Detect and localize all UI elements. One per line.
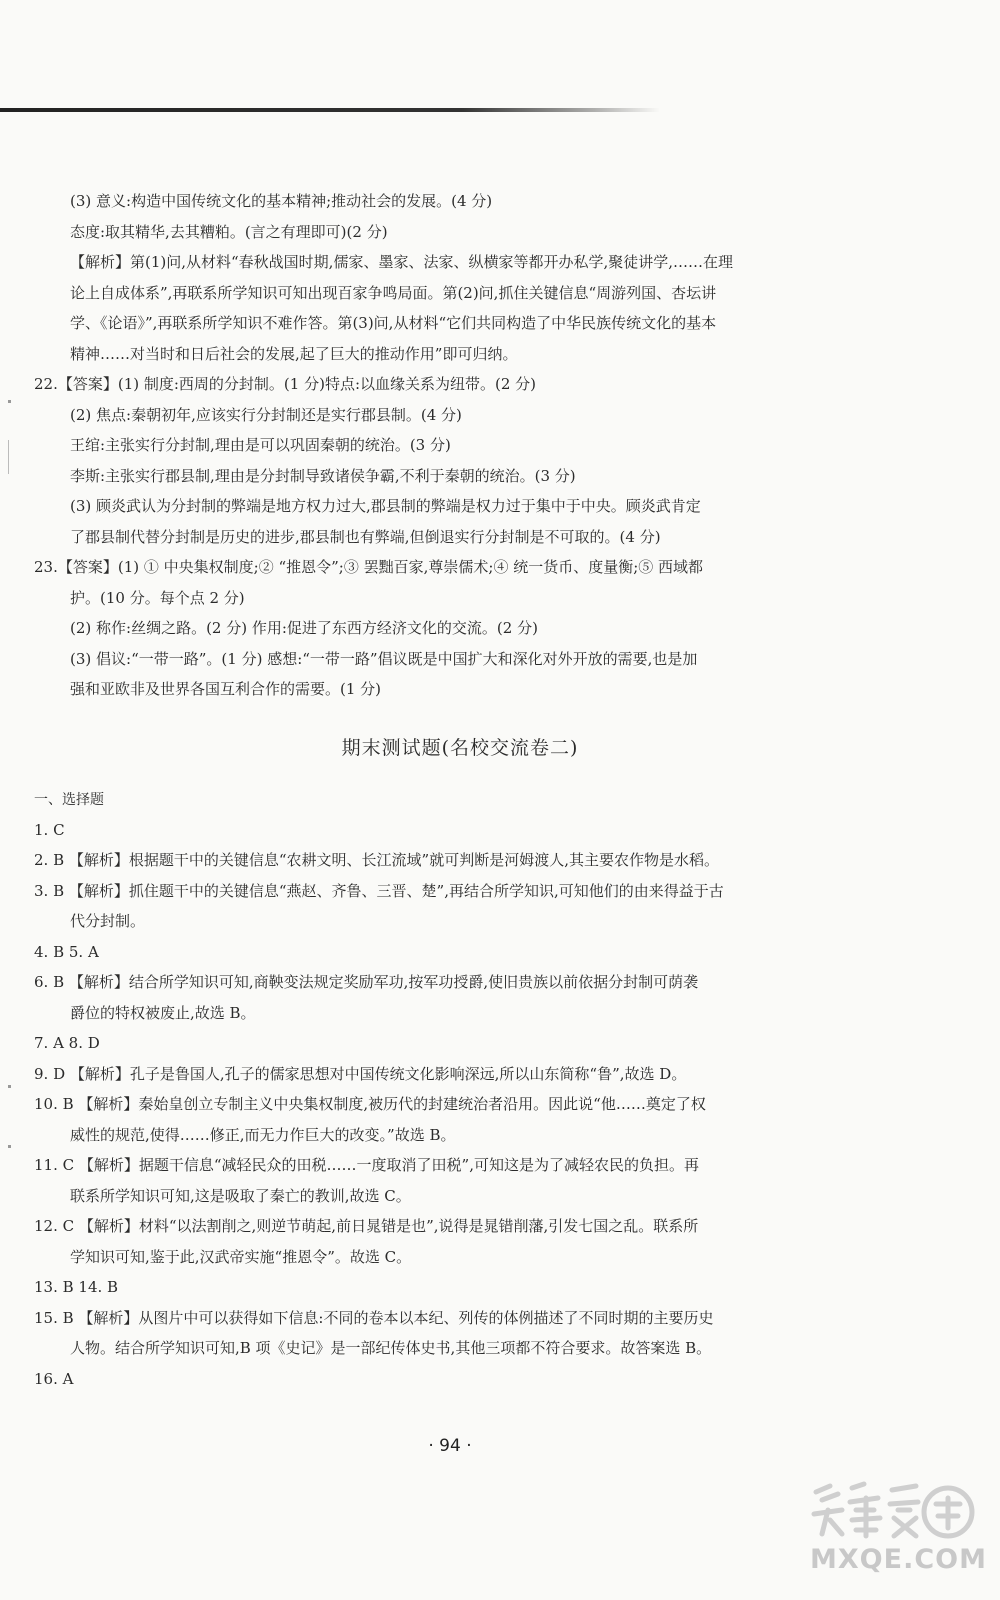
exam-title: 期末测试题(名校交流卷二)	[341, 736, 579, 759]
answer-line: 了郡县制代替分封制是历史的进步,郡县制也有弊端,但倒退实行分封制是不可取的。(4 分)	[70, 527, 661, 546]
watermark-logo-icon	[808, 1480, 978, 1542]
choice-answer-cont: 代分封制。	[70, 912, 146, 930]
answer-line: (3) 意义:构造中国传统文化的基本精神;推动社会的发展。(4 分)	[70, 192, 493, 210]
answer-line: 护。(10 分。每个点 2 分)	[70, 588, 245, 607]
watermark	[808, 1480, 987, 1590]
margin-mark	[8, 440, 9, 474]
choice-answer: 3. B 【解析】抓住题干中的关键信息“燕赵、齐鲁、三晋、楚”,再结合所学知识,可知他们的由来得益于古	[34, 881, 724, 900]
choice-answer: 13. B 14. B	[34, 1278, 119, 1296]
answer-line: 李斯:主张实行郡县制,理由是分封制导致诸侯争霸,不利于秦朝的统治。(3 分)	[70, 466, 576, 485]
analysis-line: 【解析】第(1)问,从材料“春秋战国时期,儒家、墨家、法家、纵横家等都开办私学,聚徒讲学,……在理	[70, 253, 733, 271]
answer-line: 强和亚欧非及世界各国互利合作的需要。(1 分)	[70, 680, 382, 698]
choice-answer-cont: 人物。结合所学知识可知,B 项《史记》是一部纪传体史书,其他三项都不符合要求。故答案选 B。	[70, 1339, 712, 1357]
page-number: · 94 ·	[428, 1436, 472, 1456]
answers-part-1	[34, 186, 850, 705]
analysis-line: 精神……对当时和日后社会的发展,起了巨大的推动作用”即可归纳。	[70, 344, 518, 363]
choice-answer: 7. A 8. D	[34, 1034, 100, 1052]
answers-part-2	[34, 785, 850, 1395]
choice-answer-cont: 联系所学知识可知,这是吸取了秦亡的教训,故选 C。	[70, 1186, 411, 1205]
analysis-line: 论上自成体系”,再联系所学知识可知出现百家争鸣局面。第(2)问,抓住关键信息“周游列国、杏坛讲	[70, 283, 717, 302]
choice-answer: 4. B 5. A	[34, 942, 99, 961]
answer-line: (2) 焦点:秦朝初年,应该实行分封制还是实行郡县制。(4 分)	[70, 405, 462, 424]
choice-answer: 15. B 【解析】从图片中可以获得如下信息:不同的卷本以本纪、列传的体例描述了不同时期的主要历史	[34, 1308, 714, 1327]
choice-answer-cont: 学知识可知,鉴于此,汉武帝实施“推恩令”。故选 C。	[70, 1247, 412, 1266]
answer-line: 态度:取其精华,去其糟粕。(言之有理即可)(2 分)	[70, 222, 388, 241]
choice-answer-cont: 威性的规范,使得……修正,而无力作巨大的改变。”故选 B。	[70, 1125, 456, 1144]
section-heading: 一、选择题	[34, 791, 104, 808]
answer-line: 王绾:主张实行分封制,理由是可以巩固秦朝的统治。(3 分)	[70, 436, 451, 454]
choice-answer: 6. B 【解析】结合所学知识可知,商鞅变法规定奖励军功,按军功授爵,使旧贵族以前依据分封制可荫袭	[34, 973, 699, 991]
choice-answer: 1. C	[34, 820, 65, 839]
question-23-line: 23.【答案】(1) ① 中央集权制度;② “推恩令”;③ 罢黜百家,尊崇儒术;④ 统一货币、度量衡;⑤ 西域都	[34, 558, 704, 576]
answer-line: (2) 称作:丝绸之路。(2 分) 作用:促进了东西方经济文化的交流。(2 分)	[70, 619, 538, 637]
answer-content	[34, 186, 850, 1394]
header-rule	[0, 108, 660, 112]
choice-answer: 11. C 【解析】据题干信息“减轻民众的田税……一度取消了田税”,可知这是为了减轻农民的负担。再	[34, 1156, 699, 1174]
question-22-line: 22.【答案】(1) 制度:西周的分封制。(1 分)特点:以血缘关系为纽带。(2 分)	[34, 375, 537, 393]
choice-answer: 9. D 【解析】孔子是鲁国人,孔子的儒家思想对中国传统文化影响深远,所以山东简称“鲁”,故选 D。	[34, 1064, 687, 1083]
choice-answer-cont: 爵位的特权被废止,故选 B。	[70, 1003, 256, 1022]
choice-answer: 10. B 【解析】秦始皇创立专制主义中央集权制度,被历代的封建统治者沿用。因此说“他……奠定了权	[34, 1095, 706, 1113]
margin-mark	[8, 1145, 11, 1148]
choice-answer: 2. B 【解析】根据题干中的关键信息“农耕文明、长江流域”就可判断是河姆渡人,其主要农作物是水稻。	[34, 851, 719, 869]
analysis-line: 学、《论语》”,再联系所学知识不难作答。第(3)问,从材料“它们共同构造了中华民族传统文化的基本	[70, 314, 717, 332]
margin-mark	[8, 1085, 11, 1088]
watermark-url: MXQE.COM	[810, 1544, 987, 1575]
choice-answer: 12. C 【解析】材料“以法割削之,则逆节萌起,前日晁错是也”,说得是晁错削藩,引发七国之乱。联系所	[34, 1217, 699, 1235]
answer-line: (3) 顾炎武认为分封制的弊端是地方权力过大,郡县制的弊端是权力过于集中于中央。顾炎武肯定	[70, 497, 701, 515]
answer-line: (3) 倡议:“一带一路”。(1 分) 感想:“一带一路”倡议既是中国扩大和深化对外开放的需要,也是加	[70, 649, 698, 668]
margin-mark	[8, 400, 11, 403]
choice-answer: 16. A	[34, 1369, 74, 1388]
